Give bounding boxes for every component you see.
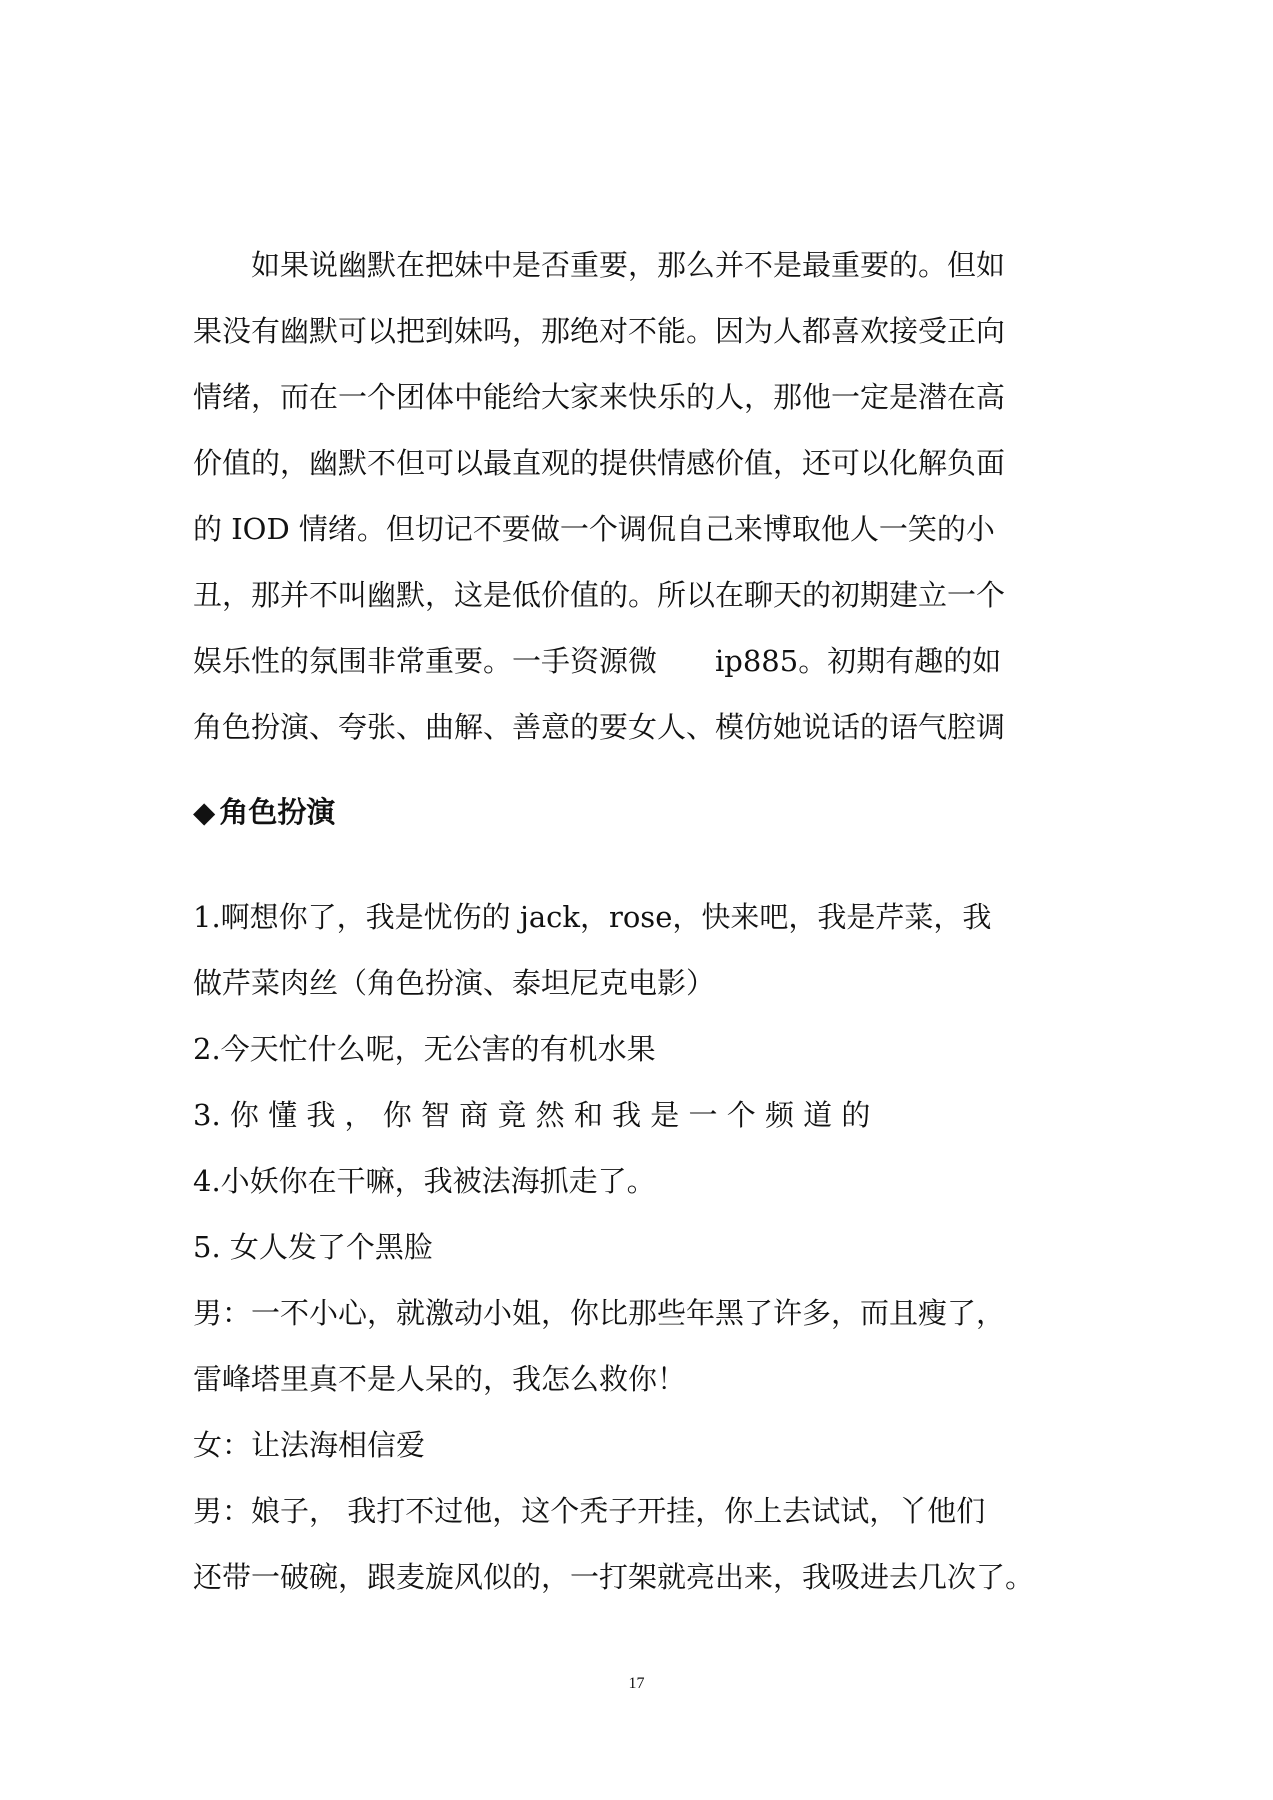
page-number: 17 <box>628 1675 645 1692</box>
list-item: 5. 女人发了个黑脸 <box>193 1230 433 1264</box>
section-heading <box>193 792 335 832</box>
list-item: 雷峰塔里真不是人呆的，我怎么救你！ <box>193 1362 687 1396</box>
paragraph-line: 价值的，幽默不但可以最直观的提供情感价值，还可以化解负面 <box>193 446 1006 480</box>
section-title: 角色扮演 <box>219 795 336 829</box>
diamond-bullet-icon: ◆ <box>193 795 216 829</box>
list-item: 3. 你 懂 我 ， 你 智 商 竟 然 和 我 是 一 个 频 道 的 <box>193 1098 871 1132</box>
paragraph-line: 果没有幽默可以把到妹吗，那绝对不能。因为人都喜欢接受正向 <box>193 314 1006 348</box>
paragraph-line: 的 IOD 情绪。但切记不要做一个调侃自己来博取他人一笑的小 <box>193 512 995 546</box>
list-item: 做芹菜肉丝（角色扮演、泰坦尼克电影） <box>193 966 716 1000</box>
list-item: 还带一破碗，跟麦旋风似的，一打架就亮出来，我吸进去几次了。 <box>193 1560 1035 1594</box>
intro-paragraph <box>193 232 1083 760</box>
list-item: 男：一不小心，就激动小姐，你比那些年黑了许多，而且瘦了， <box>193 1296 1006 1330</box>
list-item: 2.今天忙什么呢，无公害的有机水果 <box>193 1032 656 1066</box>
paragraph-line: 角色扮演、夸张、曲解、善意的要女人、模仿她说话的语气腔调 <box>193 710 1006 744</box>
list-item: 女：让法海相信爱 <box>193 1428 426 1462</box>
list-item: 4.小妖你在干嘛，我被法海抓走了。 <box>193 1164 656 1198</box>
paragraph-line: 丑，那并不叫幽默，这是低价值的。所以在聊天的初期建立一个 <box>193 578 1006 612</box>
list-item: 1.啊想你了，我是忧伤的 jack，rose，快来吧，我是芹菜，我 <box>193 900 992 934</box>
example-list <box>193 884 1083 1610</box>
paragraph-line: 情绪，而在一个团体中能给大家来快乐的人，那他一定是潜在高 <box>193 380 1006 414</box>
paragraph-line: 娱乐性的氛围非常重要。一手资源微 ip885。初期有趣的如 <box>193 644 1002 678</box>
list-item: 男：娘子， 我打不过他，这个秃子开挂，你上去试试，丫他们 <box>193 1494 986 1528</box>
paragraph-line: 如果说幽默在把妹中是否重要，那么并不是最重要的。但如 <box>251 248 1006 282</box>
